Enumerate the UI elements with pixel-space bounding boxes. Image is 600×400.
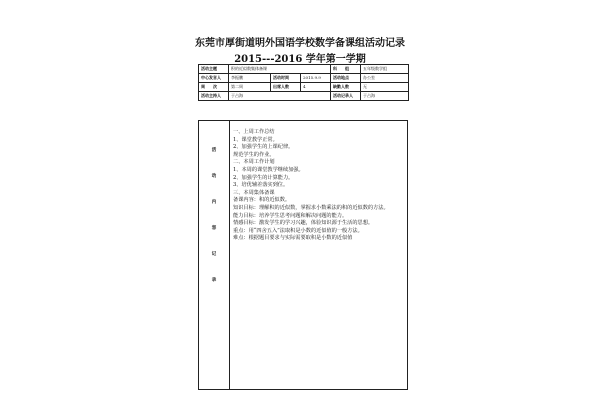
content-line: 难点：根据题目要求与实际需要取积是小数的近似值 xyxy=(233,235,353,242)
label-week: 周 次 xyxy=(199,83,229,92)
side-label-char: 记 xyxy=(211,252,217,257)
content-line: 2、加强学生的计算能力。 xyxy=(233,174,294,181)
label-host: 活动主持人 xyxy=(199,92,229,101)
term-heading: 2015---2016 学年第一学期 xyxy=(234,54,366,65)
content-line: 重点：用“四舍五入”法取积是小数的近似值的一般方法。 xyxy=(233,227,363,234)
table-row xyxy=(199,83,409,92)
content-line: 2、加强学生的上课纪律。 xyxy=(233,144,294,151)
content-line: 能力目标：培养学生思考问题和解决问题的能力。 xyxy=(233,212,348,219)
content-line: 1、本周的课堂教学继续加强。 xyxy=(233,166,304,173)
content-line: 三、本周集体备课 xyxy=(233,189,275,196)
content-line: 二、本周工作计划 xyxy=(233,159,275,166)
value-week: 第二周 xyxy=(229,83,271,92)
value-time: 2015.9.9 xyxy=(301,74,331,83)
info-table xyxy=(198,64,409,101)
label-place: 活动地点 xyxy=(331,74,361,83)
label-speaker: 中心发言人 xyxy=(199,74,229,83)
activity-content-box xyxy=(198,120,408,390)
label-recorder: 活动记录人 xyxy=(331,92,361,101)
document-title: 东莞市厚街道明外国语学校数学备课组活动记录 xyxy=(195,38,405,49)
column-divider xyxy=(229,121,230,389)
value-group: 五年级数学组 xyxy=(361,65,409,74)
side-label-char: 容 xyxy=(211,226,217,231)
table-row xyxy=(199,74,409,83)
content-line: 情感目标：激发学生的学习兴趣，体验知识源于生活的思想。 xyxy=(233,220,374,227)
value-speaker: 李振鹏 xyxy=(229,74,271,83)
content-line: 备课内容：积的近似数。 xyxy=(233,197,291,204)
side-label-char: 活 xyxy=(211,148,217,153)
value-host: 于占海 xyxy=(229,92,331,101)
content-line: 知识目标：理解积的近似数，掌握求小数乘法的积的近似数的方法。 xyxy=(233,204,389,211)
side-label-char: 录 xyxy=(211,278,217,283)
label-group: 科 组 xyxy=(331,65,361,74)
label-attendance: 出席人数 xyxy=(271,83,301,92)
label-absence: 缺勤人数 xyxy=(331,83,361,92)
content-line: 1、课堂教学正常。 xyxy=(233,136,278,143)
value-attendance: 4 xyxy=(301,83,331,92)
value-topic: 积的近似数集体备课 xyxy=(229,65,331,74)
value-recorder: 于占海 xyxy=(361,92,409,101)
label-time: 活动时间 xyxy=(271,74,301,83)
side-label-char: 动 xyxy=(211,174,217,179)
content-text xyxy=(233,129,403,243)
table-row xyxy=(199,65,409,74)
table-row xyxy=(199,92,409,101)
value-place: 办公室 xyxy=(361,74,409,83)
value-absence: 无 xyxy=(361,83,409,92)
content-line: 规范学生的作业。 xyxy=(233,151,275,158)
label-topic: 活动主题 xyxy=(199,65,229,74)
content-line: 3、培优辅差落实到位。 xyxy=(233,182,289,189)
content-line: 一、上周工作总结 xyxy=(233,129,275,135)
side-label-char: 内 xyxy=(211,200,217,205)
